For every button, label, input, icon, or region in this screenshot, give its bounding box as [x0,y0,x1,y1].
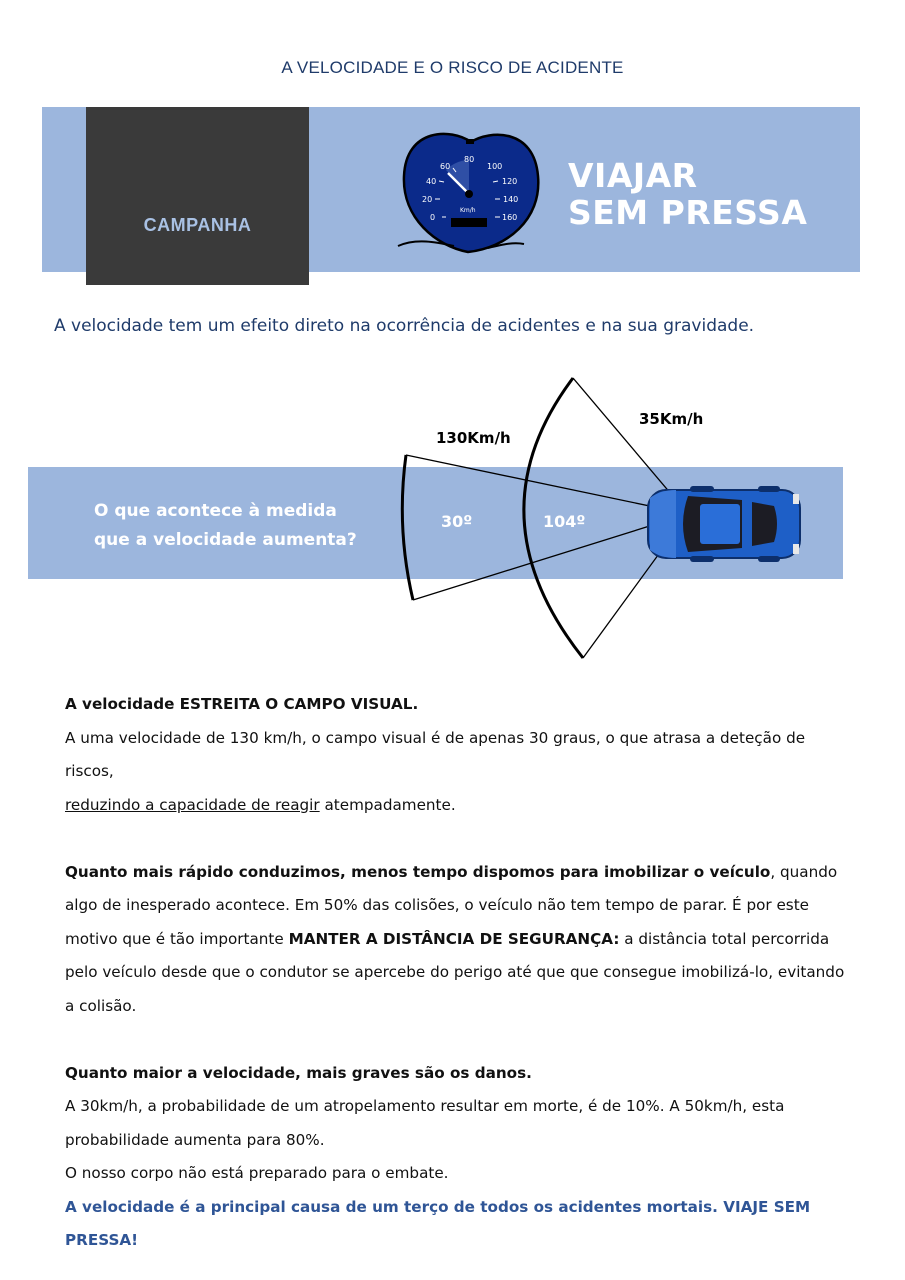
slow-speed-label: 35Km/h [639,410,704,428]
speed-tick-0: 0 [430,213,436,222]
p1-underlined: reduzindo a capacidade de reagir [65,795,320,814]
p1-text [65,722,855,823]
slogan-line-2: SEM PRESSA [568,193,808,232]
campaign-label: CAMPANHA [143,215,252,235]
speed-tick-60: 60 [440,162,451,171]
slow-angle-label: 104º [543,512,586,531]
speed-tick-20: 20 [422,195,433,204]
p1-text-b: atempadamente. [319,795,456,814]
p2-bold-b: MANTER A DISTÂNCIA DE SEGURANÇA: [288,929,620,948]
p2-text-a: , quando algo de inesperado acontece. Em 50% das colisões, o veículo não tem tempo de parar. É por este motivo que é tão importante [65,862,838,948]
speed-tick-100: 100 [487,162,503,171]
speed-tick-120: 120 [502,177,518,186]
speed-tick-140: 140 [503,195,519,204]
speed-tick-40: 40 [426,177,437,186]
p3-text-a: A 30km/h, a probabilidade de um atropelamento resultar em morte, é de 10%. A 50km/h, esta probabilidade aumenta para 80%. [65,1097,785,1149]
article-body [65,688,855,1258]
fast-angle-label: 30º [441,512,473,531]
car-icon [648,486,800,562]
speed-tick-160: 160 [502,213,518,222]
question-line-1: O que acontece à medida [94,501,337,521]
p1-heading: A velocidade ESTREITA O CAMPO VISUAL. [65,695,419,713]
p3-heading: Quanto maior a velocidade, mais graves são os danos. [65,1063,532,1082]
fast-speed-label: 130Km/h [436,429,511,447]
closing-statement: A velocidade é a principal causa de um terço de todos os acidentes mortais. VIAJE SEM PRESSA! [65,1197,811,1249]
question-line-2: que a velocidade aumenta? [94,530,357,550]
p2-bold-a: Quanto mais rápido conduzimos, menos tempo dispomos para imobilizar o veículo [65,862,771,881]
fast-field-arc [402,455,413,600]
p3-text-b: O nosso corpo não está preparado para o embate. [65,1164,449,1182]
page-title: A VELOCIDADE E O RISCO DE ACIDENTE [281,58,624,77]
p1-text-a: A uma velocidade de 130 km/h, o campo visual é de apenas 30 graus, o que atrasa a deteção de riscos, [65,728,806,780]
speed-unit: Km/h [460,207,476,214]
p2-text-b: a distância total percorrida pelo veículo desde que o condutor se apercebe do perigo até que que consegue imobilizá-lo, evitando a colisão. [65,929,845,1015]
intro-text: A velocidade tem um efeito direto na ocorrência de acidentes e na sua gravidade. [54,316,755,336]
p2-text [65,856,855,1024]
slogan-line-1: VIAJAR [568,156,698,195]
speed-tick-80: 80 [464,155,475,164]
